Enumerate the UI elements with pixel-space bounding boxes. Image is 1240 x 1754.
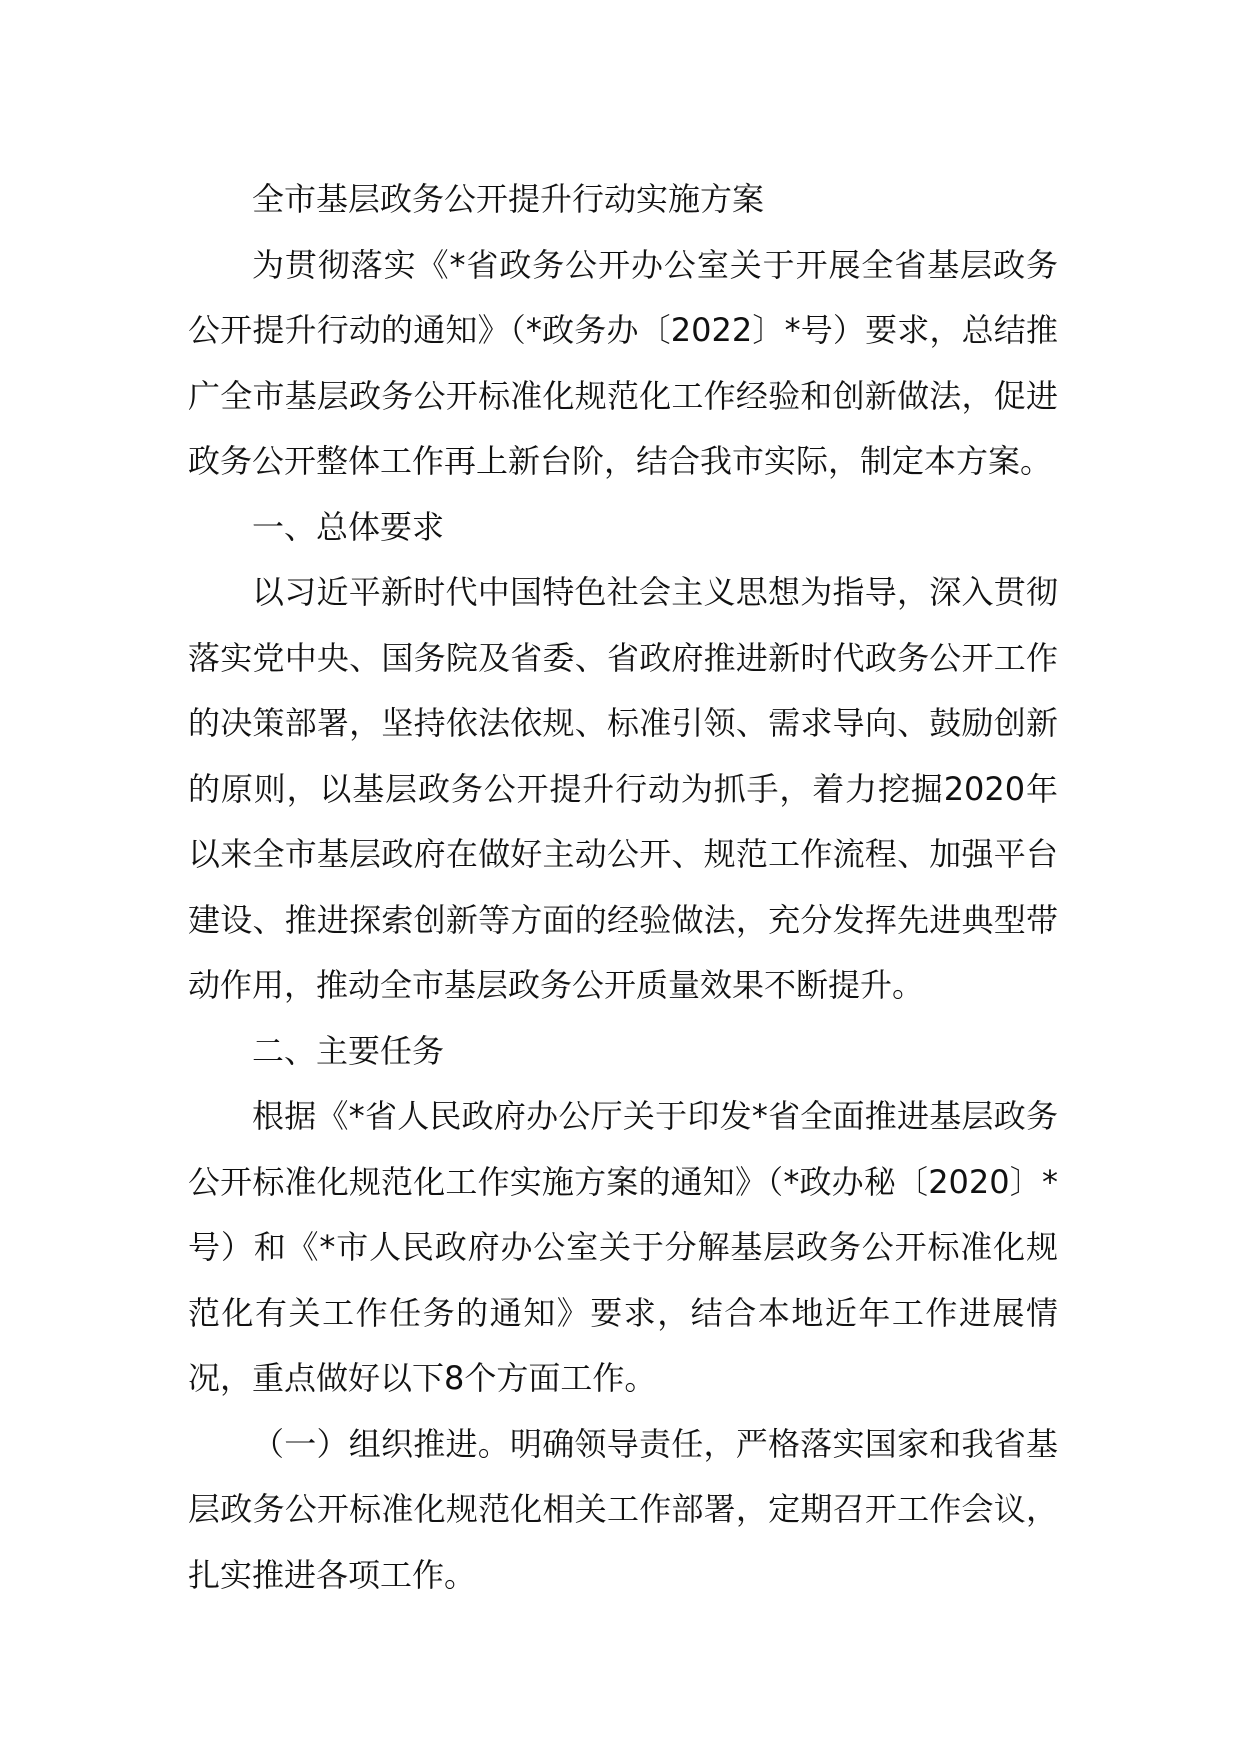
- intro-paragraph: 为贯彻落实《*省政务公开办公室关于开展全省基层政务公开提升行动的通知》（*政务办〔2022〕*号）要求，总结推广全市基层政务公开标准化规范化工作经验和创新做法，促进政务公开整体工作再上新台阶，结合我市实际，制定本方案。: [188, 245, 1058, 480]
- task-organization-paragraph: （一）组织推进。明确领导责任，严格落实国家和我省基层政务公开标准化规范化相关工作部署，定期召开工作会议，扎实推进各项工作。: [188, 1424, 1058, 1594]
- section-heading-general-requirements: 一、总体要求: [252, 507, 445, 546]
- document-title: 全市基层政务公开提升行动实施方案: [252, 180, 765, 218]
- document-body: [188, 167, 1058, 1608]
- general-requirements-paragraph: 以习近平新时代中国特色社会主义思想为指导，深入贯彻落实党中央、国务院及省委、省政府推进新时代政务公开工作的决策部署，坚持依法依规、标准引领、需求导向、鼓励创新的原则，以基层政务公开提升行动为抓手，着力挖掘2020年以来全市基层政府在做好主动公开、规范工作流程、加强平台建设、推进探索创新等方面的经验做法，充分发挥先进典型带动作用，推动全市基层政务公开质量效果不断提升。: [188, 573, 1058, 1004]
- main-tasks-paragraph: 根据《*省人民政府办公厅关于印发*省全面推进基层政务公开标准化规范化工作实施方案的通知》（*政办秘〔2020〕*号）和《*市人民政府办公室关于分解基层政务公开标准化规范化有关工作任务的通知》要求，结合本地近年工作进展情况，重点做好以下8个方面工作。: [188, 1097, 1058, 1397]
- section-heading-main-tasks: 二、主要任务: [252, 1031, 445, 1070]
